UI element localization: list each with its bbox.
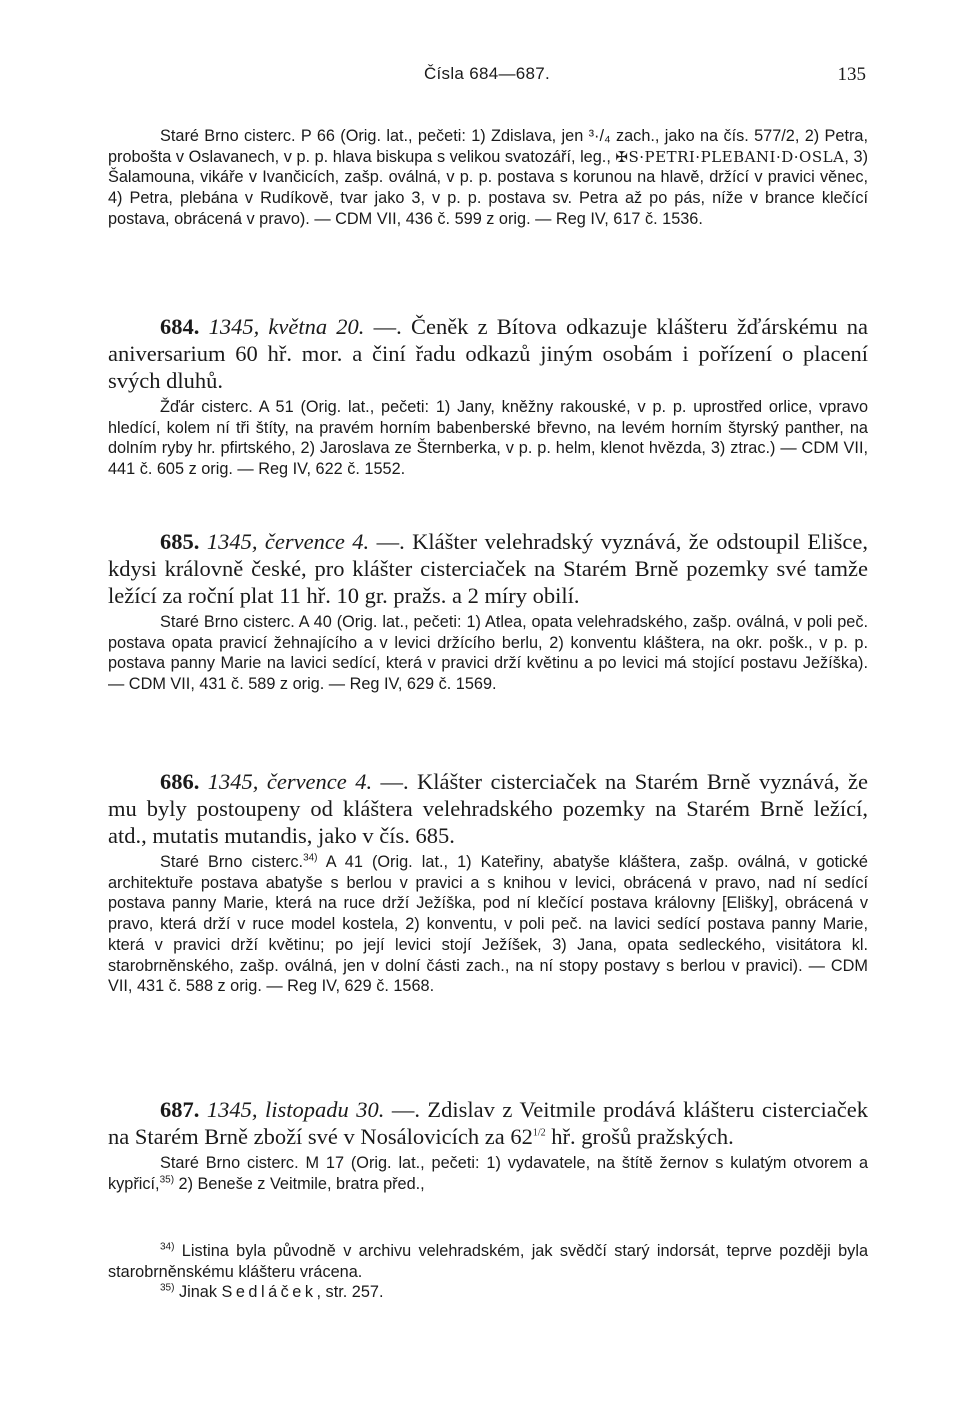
entry-note-part: A 41 (Orig. lat., 1) Kateřiny, abatyše kláštera, zašp. oválná, v gotické architektuře postava abatyše s berlou v pravici a s knihou v levici, obrácená v pravo, nad ní sedící postava panny Marie, která na ruce drží Ježíška, pod ní klečící postava královny [Elišky], obrácená v pravo, která drží v ruce model kostela, 2) konventu, v poli peč. na lavici sedící postava panny Marie, která v pravici drží květinu; po její levici stojí Ježíšek, 3) Jana, opata sedleckého, visitátora kl. starobrněnského, zašp. oválná, jen v dolní části zach., na ní stopy postavy s berlou v pravici). — CDM VII, 431 č. 588 z orig. — Reg IV, 629 č. 1568. — [108, 853, 868, 996]
entry-summary: —. Zdislav z Veitmile prodává klášteru cisterciaček na Starém Brně zboží své v Nosálovicích za 62 — [108, 1097, 869, 1149]
entry-date: 1345, listopadu 30. — [206, 1097, 385, 1122]
entry-number: 687. — [160, 1097, 200, 1122]
entry-number: 686. — [160, 769, 200, 794]
intro-text-1: Staré Brno cisterc. P 66 (Orig. lat., pečeti: 1) Zdislava, jen ³·/₄ zach., jako na čís. 577/2, 2) Petra, probošta v Oslavanech, v p. p. hlava biskupa s velikou svatozáří, leg., — [108, 127, 868, 166]
intro-paragraph — [108, 126, 868, 230]
entry-685 — [108, 528, 868, 695]
entry-summary: —. Klášter velehradský vyznává, že odstoupil Elišce, kdysi královně české, pro klášter cisterciaček na Starém Brně pozemky své tamže ležící za roční plat 11 hř. 10 gr. pražs. a 2 míry obilí. — [108, 529, 868, 608]
entry-note-part: Staré Brno cisterc. M 17 (Orig. lat., pečeti: 1) vydavatele, na štítě žernov s kulatým otvorem a kypřicí, — [108, 1154, 868, 1193]
entry-note — [108, 852, 868, 997]
entry-note: Žďár cisterc. A 51 (Orig. lat., pečeti: 1) Jany, kněžny rakouské, v p. p. uprostřed orlice, vpravo hledící, kolem ní tři štíty, na pravém horním babenberské břevno, na levém horním štyrský panther, na dolním ryby hr. pfirtského, 2) Jaroslava ze Šternberka, v p. p. helm, klenot hvězda, 3) ztrac.) — CDM VII, 441 č. 605 z orig. — Reg IV, 622 č. 1552. — [108, 398, 868, 479]
intro-block — [108, 126, 868, 230]
entry-heading — [108, 768, 868, 849]
entry-686 — [108, 768, 868, 997]
footnote-34 — [108, 1241, 868, 1282]
entry-date: 1345, července 4. — [206, 529, 370, 554]
footnote-author: Sedláček — [221, 1283, 317, 1301]
footnote-ref: 34) — [303, 852, 318, 864]
entry-number: 685. — [160, 529, 200, 554]
footnote-marker: 34) — [160, 1241, 175, 1253]
seal-legend: ✠S·PETRI·PLEBANI·D·OSLA — [615, 147, 845, 166]
running-head: Čísla 684—687. — [423, 64, 551, 83]
page-number: 135 — [837, 64, 866, 85]
entry-number: 684. — [160, 314, 200, 339]
footnote-ref: 35) — [159, 1174, 175, 1186]
footnote-text: Listina byla původně v archivu velehradském, jak svědčí starý indorsát, teprve později byla starobrněnskému klášteru vrácena. — [108, 1242, 868, 1281]
footnote-marker: 35) — [160, 1282, 175, 1294]
entry-summary: —. Klášter cisterciaček na Starém Brně vyznává, že mu byly postoupeny od kláštera velehradského pozemky na Starém Brně ležící, atd., mutatis mutandis, jako v čís. 685. — [108, 769, 868, 848]
footnotes — [108, 1241, 868, 1303]
footnote-35 — [108, 1282, 868, 1303]
footnote-text-end: , str. 257. — [316, 1283, 384, 1301]
entry-summary-end: hř. grošů pražských. — [545, 1124, 734, 1149]
entry-heading — [108, 313, 868, 394]
entry-note-part: 2) Beneše z Veitmile, bratra před., — [174, 1174, 425, 1193]
entry-note-part: Staré Brno cisterc. — [160, 853, 304, 871]
entry-heading — [108, 1096, 868, 1150]
entry-684 — [108, 313, 868, 480]
entry-687 — [108, 1096, 868, 1194]
entry-heading — [108, 528, 868, 609]
entry-note — [108, 1153, 868, 1194]
entry-date: 1345, května 20. — [208, 314, 365, 339]
entry-date: 1345, července 4. — [207, 769, 373, 794]
page-header — [108, 64, 866, 90]
fraction: 1/2 — [532, 1127, 546, 1139]
intro-text-2: , 3) Šalamouna, vikáře v Ivančicích, zašp. oválná, v p. p. postava s korunou na hlavě, držící v pravici věnec, 4) Petra, plebána v Rudíkově, tvar jako 3, v p. p. postava sv. Petra až po pás, níže v brance klečící postava, obrácená v pravo). — CDM VII, 436 č. 599 z orig. — Reg IV, 617 č. 1536. — [108, 147, 868, 228]
entry-summary: —. Čeněk z Bítova odkazuje klášteru žďárskému na aniversarium 60 hř. mor. a činí řadu odkazů jiným osobám i pořízení o placení svých dluhů. — [108, 314, 868, 393]
entry-note: Staré Brno cisterc. A 40 (Orig. lat., pečeti: 1) Atlea, opata velehradského, zašp. oválná, v poli peč. postava opata pravicí žehnajícího a v levici držícího berlu, 2) konventu kláštera, na okr. pošk., v p. p. postava panny Marie na lavici sedící, která v pravici drží květinu a po levici má stojící postavu Ježíška). — CDM VII, 431 č. 589 z orig. — Reg IV, 629 č. 1569. — [108, 613, 868, 694]
footnote-text: Jinak — [174, 1283, 222, 1301]
